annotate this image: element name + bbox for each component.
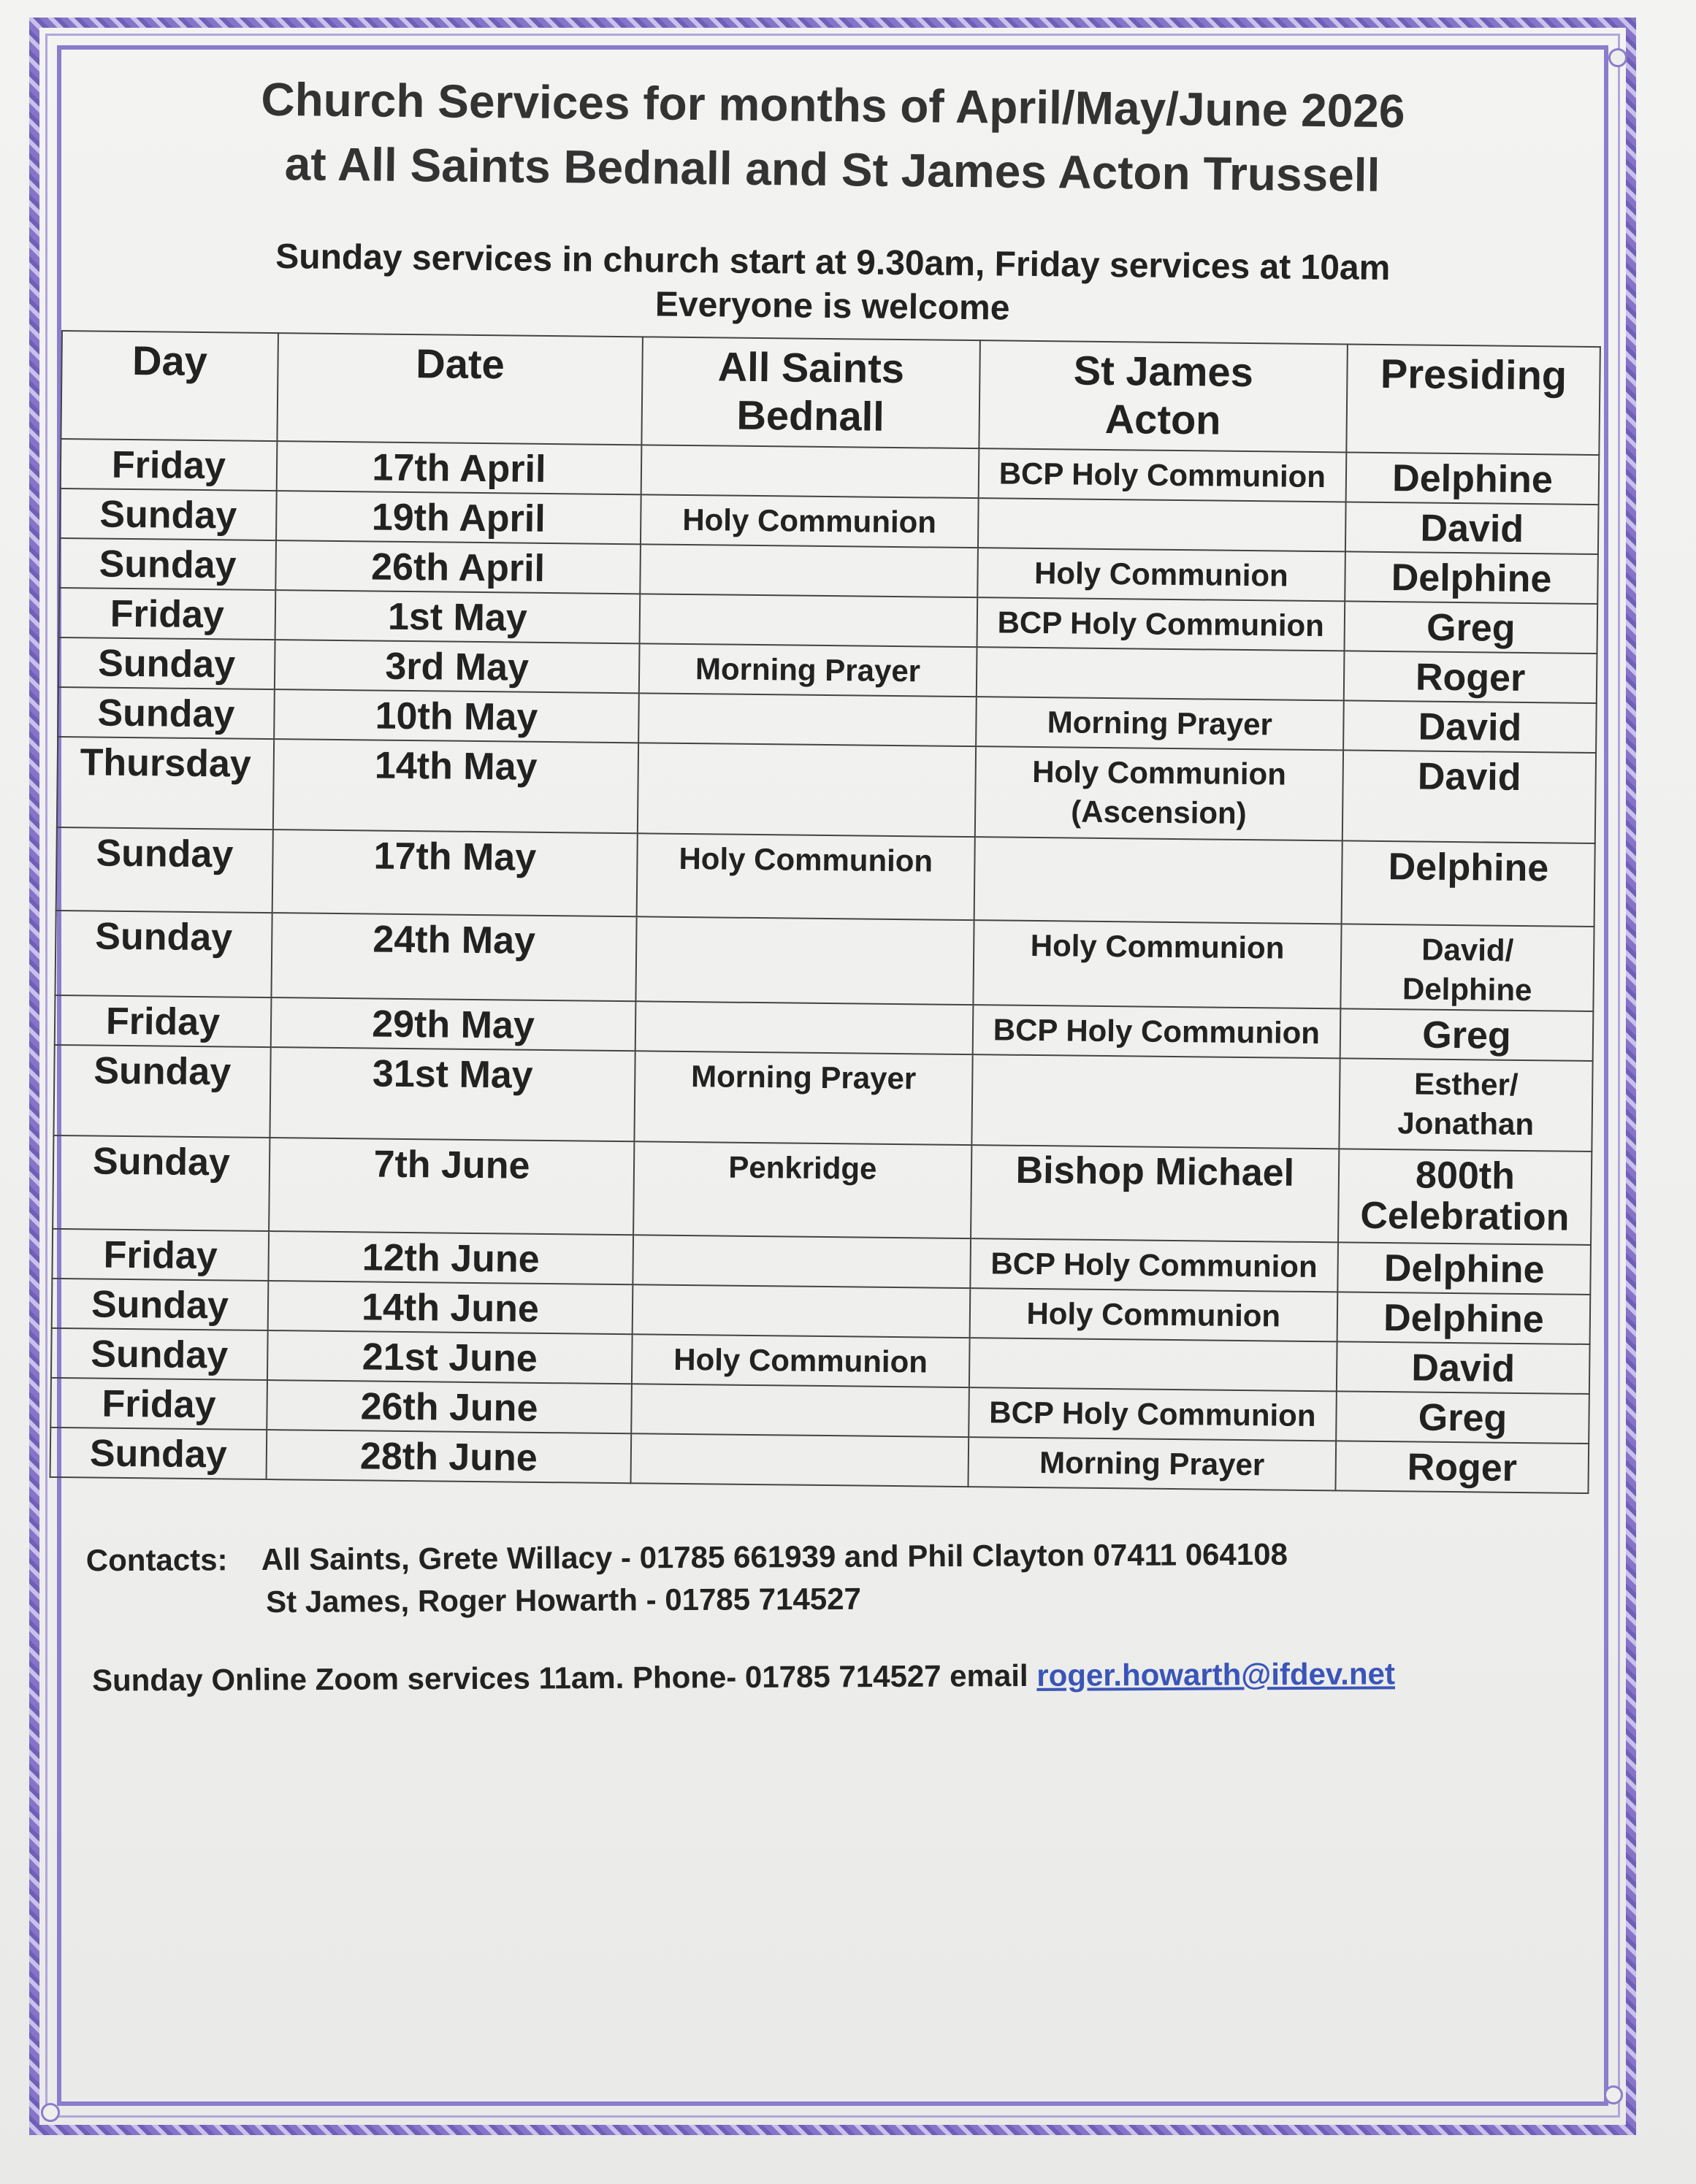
table-row (53, 1135, 1592, 1245)
header-date (277, 333, 643, 445)
corner-ornament-icon (1604, 2085, 1623, 2104)
header-day-label: Day (131, 337, 208, 385)
presiding-line-2: Celebration (1360, 1194, 1570, 1239)
title-line-1: Church Services for months of April/May/June 2026 (261, 72, 1405, 138)
day-cell: Sunday (53, 1045, 270, 1138)
date-cell: 26th April (275, 540, 641, 594)
header-st-james-line-1: St James (1073, 347, 1254, 396)
presiding-cell: Roger (1344, 651, 1597, 703)
all-saints-cell (631, 1433, 969, 1487)
day-cell: Sunday (60, 488, 277, 540)
day-cell: Friday (55, 995, 272, 1047)
date-cell: 10th May (274, 689, 639, 743)
st-james-cell: Holy Communion (973, 920, 1342, 1008)
day-cell: Sunday (58, 637, 275, 689)
contacts-section (86, 1533, 1288, 1625)
table-header-row (61, 331, 1600, 455)
all-saints-cell (631, 1384, 969, 1437)
day-cell: Friday (61, 439, 278, 491)
all-saints-cell (635, 916, 974, 1005)
zoom-info (92, 1652, 1395, 1701)
all-saints-cell: Morning Prayer (639, 643, 977, 697)
date-cell: 28th June (266, 1430, 631, 1483)
presiding-name-2: Jonathan (1397, 1106, 1535, 1142)
presiding-cell: Delphine (1345, 551, 1598, 604)
date-cell: 26th June (267, 1380, 632, 1433)
day-cell: Sunday (59, 538, 276, 590)
st-james-cell: BCP Holy Communion (969, 1387, 1337, 1441)
table-row (55, 911, 1594, 1011)
st-james-cell: Morning Prayer (976, 697, 1344, 750)
presiding-name-1: Esther/ (1413, 1066, 1519, 1102)
presiding-cell: Greg (1345, 601, 1598, 654)
table-row (56, 827, 1595, 927)
header-all-saints (641, 337, 979, 448)
email-link[interactable]: roger.howarth@ifdev.net (1036, 1656, 1395, 1693)
day-cell: Friday (52, 1229, 269, 1281)
header-date-label: Date (416, 340, 505, 388)
table-row (57, 737, 1596, 843)
day-cell: Sunday (58, 687, 275, 739)
contacts-label: Contacts: (85, 1542, 228, 1578)
date-cell: 12th June (268, 1231, 633, 1284)
presiding-cell: David (1342, 750, 1596, 843)
all-saints-cell (633, 1235, 970, 1288)
header-st-james-line-2: Acton (1104, 395, 1221, 443)
welcome-line: Everyone is welcome (654, 285, 1010, 328)
presiding-cell (1339, 1058, 1592, 1152)
day-cell: Sunday (55, 911, 272, 997)
services-table (50, 330, 1601, 1494)
day-cell: Sunday (50, 1428, 267, 1479)
corner-ornament-icon (1608, 48, 1627, 67)
date-cell: 21st June (267, 1330, 633, 1384)
date-cell: 29th May (271, 997, 636, 1051)
date-cell: 14th June (268, 1281, 633, 1334)
date-cell: 17th May (272, 829, 638, 916)
st-james-cell: BCP Holy Communion (972, 1005, 1340, 1058)
date-cell: 1st May (275, 590, 640, 643)
presiding-cell: David (1343, 700, 1597, 753)
contacts-all-saints-line (86, 1533, 1288, 1582)
st-james-cell (974, 837, 1342, 924)
contacts-st-james: St James, Roger Howarth - 01785 714527 (266, 1581, 862, 1620)
date-cell: 24th May (271, 913, 636, 1001)
day-cell: Friday (50, 1378, 267, 1430)
day-cell: Sunday (53, 1135, 270, 1231)
presiding-cell: David (1337, 1341, 1590, 1394)
header-presiding-label: Presiding (1380, 350, 1567, 399)
presiding-cell (1338, 1149, 1592, 1245)
page-title (102, 66, 1564, 210)
st-james-cell (978, 498, 1346, 551)
st-james-cell: Holy Communion (969, 1288, 1337, 1341)
header-day (61, 331, 278, 441)
st-james-cell: BCP Holy Communion (977, 597, 1345, 651)
date-cell: 14th May (273, 739, 638, 833)
all-saints-cell (635, 1001, 973, 1054)
st-james-service-note: (Ascension) (1071, 794, 1247, 831)
st-james-cell: Morning Prayer (968, 1437, 1336, 1490)
presiding-cell: David (1345, 502, 1599, 554)
st-james-cell: Holy Communion (977, 548, 1345, 601)
st-james-cell (974, 746, 1343, 840)
table-row (53, 1045, 1592, 1152)
presiding-line-1: 800th (1415, 1154, 1516, 1198)
header-st-james (979, 340, 1348, 452)
all-saints-cell (633, 1284, 970, 1338)
presiding-name-1: David/ (1421, 932, 1514, 968)
presiding-cell: Delphine (1346, 452, 1600, 505)
st-james-cell (969, 1338, 1337, 1391)
header-presiding (1346, 344, 1600, 455)
st-james-cell (976, 647, 1344, 700)
presiding-cell: Greg (1336, 1391, 1589, 1444)
day-cell: Friday (59, 588, 276, 640)
presiding-cell: Greg (1340, 1008, 1594, 1061)
all-saints-cell: Holy Communion (641, 494, 978, 548)
header-all-saints-line-2: Bednall (736, 391, 885, 440)
day-cell: Sunday (52, 1279, 269, 1330)
header-all-saints-line-1: All Saints (717, 343, 905, 392)
all-saints-cell: Morning Prayer (634, 1051, 972, 1145)
st-james-cell: BCP Holy Communion (970, 1238, 1338, 1292)
all-saints-cell (640, 544, 977, 597)
all-saints-cell: Holy Communion (637, 833, 975, 920)
date-cell: 31st May (270, 1047, 635, 1141)
service-times-line: Sunday services in church start at 9.30am, Friday services at 10am (275, 237, 1391, 288)
presiding-cell (1340, 924, 1594, 1011)
st-james-cell (971, 1054, 1340, 1149)
day-cell: Sunday (56, 827, 273, 913)
all-saints-cell (641, 445, 979, 498)
day-cell: Thursday (57, 737, 274, 829)
st-james-cell: BCP Holy Communion (978, 448, 1346, 502)
all-saints-cell: Penkridge (633, 1141, 971, 1238)
all-saints-cell (640, 594, 977, 647)
zoom-text: Sunday Online Zoom services 11am. Phone- 01785 714527 email (91, 1658, 1028, 1698)
st-james-cell: Bishop Michael (971, 1145, 1340, 1242)
day-cell: Sunday (51, 1328, 268, 1380)
date-cell: 7th June (269, 1138, 635, 1235)
all-saints-cell (638, 743, 976, 837)
corner-ornament-icon (41, 2103, 60, 2122)
table-body (50, 439, 1600, 1493)
service-times-note (102, 234, 1563, 337)
st-james-service: Holy Communion (1032, 754, 1287, 792)
presiding-cell: Delphine (1337, 1292, 1591, 1344)
all-saints-cell: Holy Communion (632, 1334, 969, 1387)
all-saints-cell (638, 693, 976, 746)
presiding-cell: Delphine (1342, 840, 1595, 927)
date-cell: 17th April (277, 441, 642, 494)
title-line-2: at All Saints Bednall and St James Acton Trussell (284, 137, 1380, 202)
presiding-cell: Delphine (1337, 1242, 1591, 1295)
contacts-all-saints: All Saints, Grete Willacy - 01785 661939 and Phil Clayton 07411 064108 (261, 1536, 1288, 1577)
date-cell: 19th April (276, 491, 641, 544)
presiding-name-2: Delphine (1402, 971, 1532, 1008)
presiding-cell: Roger (1336, 1441, 1589, 1493)
date-cell: 3rd May (275, 640, 640, 693)
